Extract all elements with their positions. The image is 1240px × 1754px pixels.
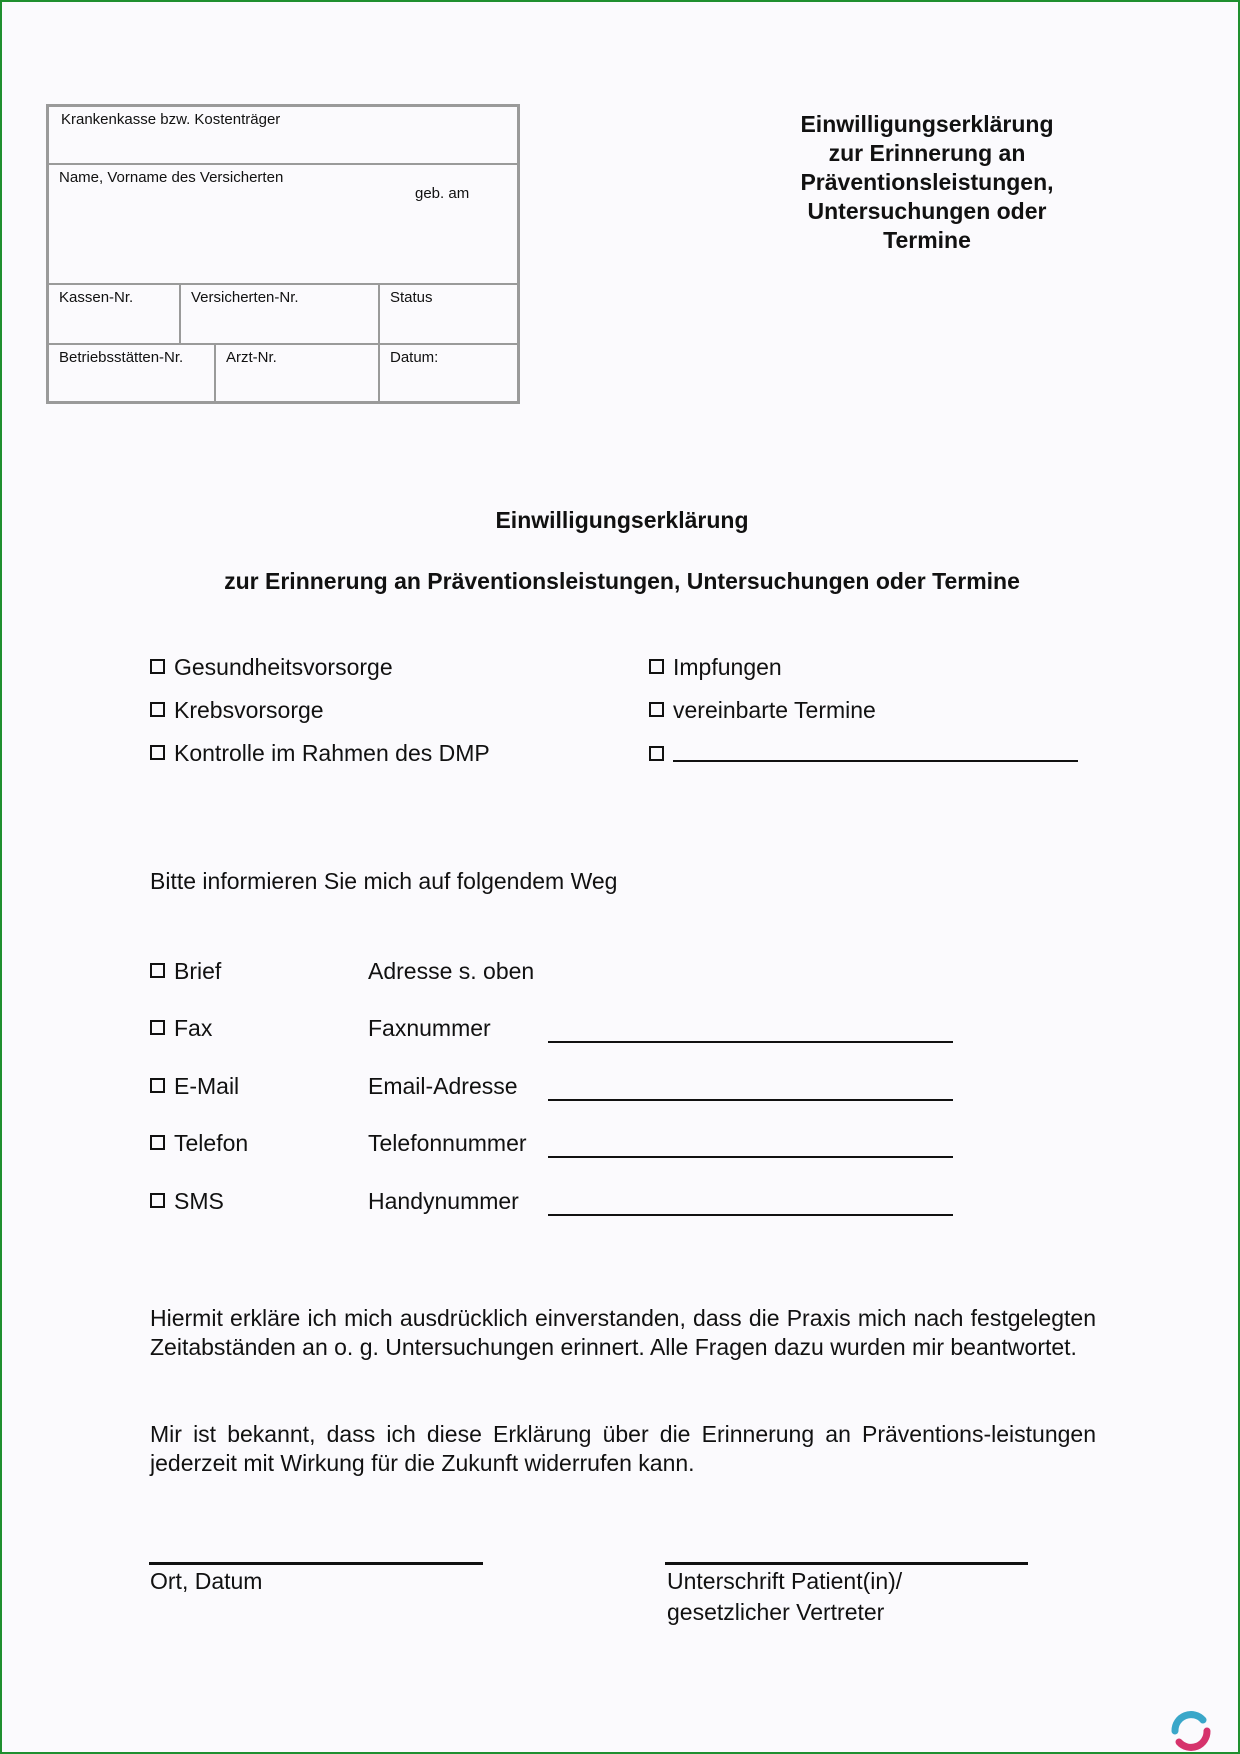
checkbox[interactable] xyxy=(649,659,664,674)
side-title-line: Untersuchungen oder xyxy=(807,198,1047,224)
contact-email[interactable] xyxy=(150,1073,239,1100)
side-title-line: zur Erinnerung an xyxy=(828,140,1026,166)
checkbox[interactable] xyxy=(150,1078,165,1093)
checkbox[interactable] xyxy=(649,702,664,717)
checkbox[interactable] xyxy=(150,702,165,717)
option-label: Krebsvorsorge xyxy=(174,697,324,723)
contact-method-label: SMS xyxy=(174,1188,224,1214)
side-title-line: Präventionsleistungen, xyxy=(800,169,1054,195)
checkbox[interactable] xyxy=(150,1193,165,1208)
page-title: Einwilligungserklärung xyxy=(495,507,749,533)
contact-telefon[interactable] xyxy=(150,1130,248,1157)
signature-line[interactable] xyxy=(665,1562,1028,1565)
arzt-nr-label: Arzt-Nr. xyxy=(226,349,277,366)
consent-paragraph: Hiermit erkläre ich mich ausdrücklich einverstanden, dass die Praxis mich nach festgelegten Zeitabständen an o. g. Untersuchungen erinnert. Alle Fragen dazu wurden mir beantwortet. xyxy=(150,1305,1096,1360)
revocation-paragraph: Mir ist bekannt, dass ich diese Erklärung über die Erinnerung an Präventions-leistungen jederzeit mit Wirkung für die Zukunft widerrufen kann. xyxy=(150,1421,1096,1476)
option-vereinbarte-termine[interactable] xyxy=(649,697,876,724)
contact-detail-label: Faxnummer xyxy=(368,1015,491,1041)
checkbox[interactable] xyxy=(150,1020,165,1035)
checkbox[interactable] xyxy=(150,1135,165,1150)
contact-prompt: Bitte informieren Sie mich auf folgendem Weg xyxy=(150,868,618,894)
option-impfungen[interactable] xyxy=(649,654,782,681)
place-date-label: Ort, Datum xyxy=(150,1568,263,1594)
option-label: vereinbarte Termine xyxy=(673,697,876,723)
contact-brief[interactable] xyxy=(150,958,221,985)
option-label: Gesundheitsvorsorge xyxy=(174,654,393,680)
other-input-line[interactable] xyxy=(673,740,1078,762)
signature-label: Unterschrift Patient(in)/ xyxy=(667,1568,903,1594)
email-input-line[interactable] xyxy=(548,1099,953,1101)
contact-detail-label: Adresse s. oben xyxy=(368,958,535,984)
contact-fax[interactable] xyxy=(150,1015,212,1042)
telefon-input-line[interactable] xyxy=(548,1156,953,1158)
datum-label: Datum: xyxy=(390,349,439,366)
insurance-row-1 xyxy=(49,107,517,165)
sms-input-line[interactable] xyxy=(548,1214,953,1216)
fax-input-line[interactable] xyxy=(548,1041,953,1043)
checkbox[interactable] xyxy=(649,746,664,761)
option-krebsvorsorge[interactable] xyxy=(150,697,324,724)
option-label: Kontrolle im Rahmen des DMP xyxy=(174,740,490,766)
insurance-row-2 xyxy=(49,165,517,285)
kassen-nr-label: Kassen-Nr. xyxy=(59,289,134,306)
option-label: Impfungen xyxy=(673,654,782,680)
betriebsstaetten-nr-label: Betriebsstätten-Nr. xyxy=(59,349,184,366)
signature-label-2: gesetzlicher Vertreter xyxy=(667,1599,885,1625)
contact-detail-label: Email-Adresse xyxy=(368,1073,518,1099)
versicherten-nr-label: Versicherten-Nr. xyxy=(191,289,299,306)
circular-arrows-logo-icon xyxy=(1169,1709,1213,1753)
option-gesundheitsvorsorge[interactable] xyxy=(150,654,393,681)
checkbox[interactable] xyxy=(150,659,165,674)
side-title xyxy=(747,110,1107,255)
versicherter-name-label: Name, Vorname des Versicherten xyxy=(59,169,284,186)
place-date-line[interactable] xyxy=(149,1562,483,1565)
insurance-info-box xyxy=(46,104,520,404)
geb-am-label: geb. am xyxy=(415,185,470,202)
contact-detail-label: Telefonnummer xyxy=(368,1130,527,1156)
contact-method-label: Telefon xyxy=(174,1130,249,1156)
contact-method-label: Fax xyxy=(174,1015,213,1041)
status-label: Status xyxy=(390,289,433,306)
checkbox[interactable] xyxy=(150,745,165,760)
contact-detail-label: Handynummer xyxy=(368,1188,519,1214)
option-dmp[interactable] xyxy=(150,740,490,767)
option-other[interactable] xyxy=(649,740,1078,768)
krankenkasse-label: Krankenkasse bzw. Kostenträger xyxy=(61,111,281,128)
insurance-row-4 xyxy=(49,345,517,401)
contact-method-label: E-Mail xyxy=(174,1073,240,1099)
page-subtitle: zur Erinnerung an Präventionsleistungen, Untersuchungen oder Termine xyxy=(224,568,1020,594)
side-title-line: Einwilligungserklärung xyxy=(800,111,1054,137)
insurance-row-3 xyxy=(49,285,517,345)
contact-sms[interactable] xyxy=(150,1188,224,1215)
side-title-line: Termine xyxy=(883,227,971,253)
checkbox[interactable] xyxy=(150,963,165,978)
contact-method-label: Brief xyxy=(174,958,222,984)
